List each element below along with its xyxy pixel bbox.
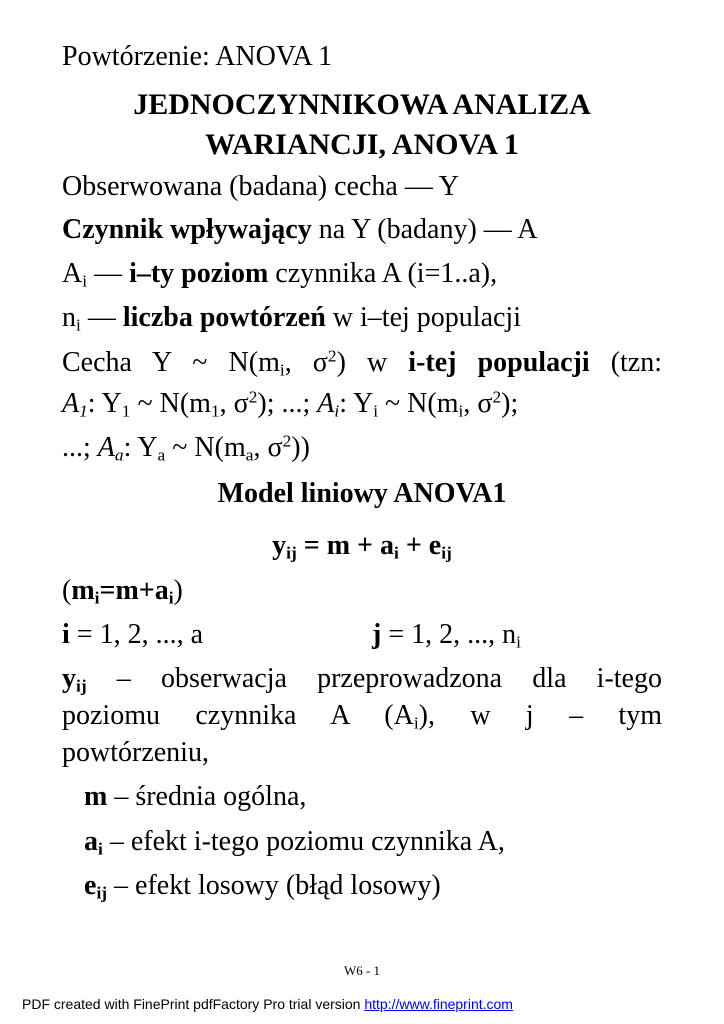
cecha-Y1: : Y [87, 388, 122, 419]
cecha-line-2 [62, 387, 662, 421]
page-number: W6 - 1 [343, 963, 381, 978]
a-desc [84, 825, 662, 859]
level-A: A [62, 258, 83, 289]
cecha-Ai: A [317, 388, 335, 419]
mi-equation [62, 574, 662, 608]
e-desc [84, 869, 662, 903]
cecha-supa: 2 [282, 431, 292, 451]
reps-n: n [62, 302, 76, 333]
e-desc-sub: ij [96, 883, 108, 903]
e-desc-rest: – efekt losowy (błąd losowy) [107, 870, 441, 901]
cecha-ellipsis: ...; [62, 432, 98, 463]
a-desc-bold: a [84, 826, 98, 857]
cecha-Yi-sub: i [373, 401, 379, 421]
mi-m-sub: i [94, 588, 100, 608]
cecha-Ya-sub: a [157, 445, 166, 465]
a-desc-rest: – efekt i-tego poziomu czynnika A, [102, 826, 505, 857]
factor-rest: na Y (badany) — A [311, 214, 538, 245]
cecha-ma-sub: a [245, 445, 254, 465]
eq-y: y [272, 530, 287, 561]
ranges-line [62, 618, 662, 652]
eq-e-sub: ij [441, 543, 452, 563]
range-j [372, 618, 521, 652]
cecha-sup1: 2 [248, 387, 258, 407]
cecha-text-a: Cecha Y ~ N(m [62, 347, 280, 378]
cecha-sigma: , σ [284, 347, 328, 378]
cecha-sigmaa: , σ [253, 432, 283, 463]
eq-plus: + e [398, 530, 442, 561]
mi-open: ( [62, 575, 72, 606]
mi-eq: =m+a [99, 575, 169, 606]
cecha-line-1 [62, 346, 662, 380]
cecha-sigmai: , σ [463, 388, 493, 419]
yij-text2a: poziomu czynnika A (A [62, 700, 414, 731]
mi-close: ) [173, 575, 183, 606]
reps-rest: w i–tej populacji [325, 302, 521, 333]
cecha-close: )) [291, 432, 310, 463]
cecha-Yi: : Y [339, 388, 374, 419]
pdf-footer [22, 996, 513, 1012]
footer-text: PDF created with FinePrint pdfFactory Pro trial version [22, 996, 365, 1012]
range-i-bold: i [62, 619, 70, 650]
eq-y-sub: ij [286, 543, 297, 563]
m-desc [84, 780, 662, 814]
m-desc-rest: – średnia ogólna, [107, 781, 307, 812]
level-dash: — [87, 258, 130, 289]
heading: Powtórzenie: ANOVA 1 [62, 41, 333, 72]
range-j-sub: i [516, 632, 521, 652]
m-desc-bold: m [84, 781, 108, 812]
range-j-bold: j [372, 619, 382, 650]
factor-line [62, 213, 662, 247]
level-line [62, 257, 662, 291]
e-desc-bold: e [84, 870, 97, 901]
yij-desc-line-1 [62, 662, 662, 696]
yij-sub: ij [76, 676, 87, 696]
cecha-sep: ); ...; [257, 388, 318, 419]
cecha-sigma1: , σ [219, 388, 249, 419]
cecha-text-d: (tzn: [610, 347, 663, 378]
cecha-Ai-sub: i [334, 401, 340, 421]
cecha-Aa: A [97, 432, 115, 463]
range-i-rest: = 1, 2, ..., a [69, 619, 203, 650]
cecha-mi-sub: i [458, 401, 464, 421]
reps-sub: i [76, 315, 81, 335]
cecha-text-c: ) w [336, 347, 409, 378]
cecha-end: ); [501, 388, 519, 419]
title-line-2: WARIANCJI, ANOVA 1 [205, 128, 519, 161]
mi-a-sub: i [168, 588, 174, 608]
cecha-A1: A [62, 388, 80, 419]
reps-bold: liczba powtórzeń [122, 302, 326, 333]
cecha-Ni: ~ N(m [378, 388, 459, 419]
cecha-supi: 2 [492, 387, 502, 407]
observed-trait: Obserwowana (badana) cecha — Y [62, 171, 459, 202]
yij-text2b: ), w j – tym [418, 700, 662, 731]
level-bold: i–ty poziom [129, 258, 269, 289]
eq-a-sub: i [394, 543, 399, 563]
cecha-sup: 2 [327, 346, 337, 366]
eq-middle: = m + a [296, 530, 394, 561]
cecha-Y1-sub: 1 [121, 401, 131, 421]
cecha-A1-sub: 1 [79, 401, 88, 421]
cecha-m1-sub: 1 [210, 401, 220, 421]
a-desc-sub: i [98, 839, 103, 859]
footer-link[interactable]: http://www.fineprint.com [364, 996, 513, 1012]
mi-m: m [71, 575, 95, 606]
cecha-bold: i-tej populacji [408, 347, 590, 378]
cecha-Na: ~ N(m [165, 432, 246, 463]
yij-desc-line-3: powtórzeniu, [62, 737, 209, 768]
level-sub: i [82, 271, 88, 291]
reps-line [62, 301, 662, 335]
cecha-Ya: : Y [123, 432, 158, 463]
factor-bold: Czynnik wpływający [62, 214, 312, 245]
yij-text2sub: i [413, 713, 419, 733]
range-j-rest: = 1, 2, ..., n [381, 619, 517, 650]
yij-y: y [62, 663, 76, 694]
cecha-sub-i: i [279, 360, 285, 380]
yij-desc-line-2 [62, 699, 662, 733]
yij-text1: – obserwacja przeprowadzona dla i-tego [86, 663, 662, 694]
cecha-line-3 [62, 431, 662, 465]
cecha-Aa-sub: a [114, 445, 124, 465]
reps-dash: — [80, 302, 123, 333]
level-rest: czynnika A (i=1..a), [268, 258, 498, 289]
cecha-N1: ~ N(m [130, 388, 211, 419]
model-title: Model liniowy ANOVA1 [217, 478, 507, 509]
title-line-1: JEDNOCZYNNIKOWA ANALIZA [133, 88, 591, 121]
model-equation [62, 529, 662, 563]
